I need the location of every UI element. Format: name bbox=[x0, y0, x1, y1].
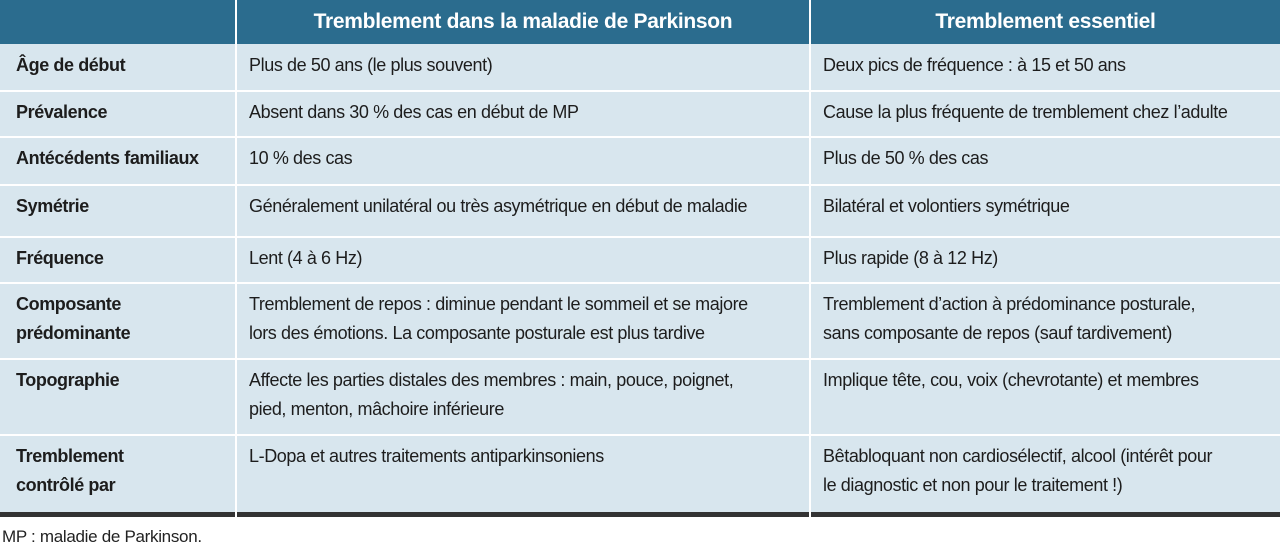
cell-text-essentiel: Implique tête, cou, voix (chevrotante) et membres bbox=[823, 370, 1199, 390]
header-cell-empty bbox=[0, 0, 235, 44]
footnote: MP : maladie de Parkinson. bbox=[2, 527, 202, 546]
cell-text-parkinson: pied, menton, mâchoire inférieure bbox=[249, 399, 504, 419]
row-label: Fréquence bbox=[16, 248, 104, 268]
row-label: Âge de début bbox=[16, 55, 126, 75]
table-bottom-rule bbox=[0, 512, 1280, 517]
cell-text-essentiel: sans composante de repos (sauf tardivement) bbox=[823, 323, 1172, 343]
row-divider bbox=[0, 282, 1280, 284]
cell-text-parkinson: Plus de 50 ans (le plus souvent) bbox=[249, 55, 493, 75]
row-label: contrôlé par bbox=[16, 475, 116, 495]
cell-text-essentiel: Cause la plus fréquente de tremblement chez l’adulte bbox=[823, 102, 1228, 122]
row-label: Composante bbox=[16, 294, 122, 314]
cell-text-parkinson: lors des émotions. La composante posturale est plus tardive bbox=[249, 323, 705, 343]
cell-text-parkinson: Tremblement de repos : diminue pendant le sommeil et se majore bbox=[249, 294, 748, 314]
row-label: Tremblement bbox=[16, 446, 124, 466]
cell-text-parkinson: Généralement unilatéral ou très asymétrique en début de maladie bbox=[249, 196, 748, 216]
cell-text-parkinson: L-Dopa et autres traitements antiparkinsoniens bbox=[249, 446, 604, 466]
cell-text-parkinson: 10 % des cas bbox=[249, 148, 353, 168]
cell-text-parkinson: Affecte les parties distales des membres : main, pouce, poignet, bbox=[249, 370, 734, 390]
row-divider bbox=[0, 358, 1280, 360]
row-divider bbox=[0, 434, 1280, 436]
cell-text-essentiel: Plus rapide (8 à 12 Hz) bbox=[823, 248, 998, 268]
column-divider bbox=[809, 0, 811, 517]
row-divider bbox=[0, 136, 1280, 138]
row-label: prédominante bbox=[16, 323, 131, 343]
column-divider bbox=[235, 0, 237, 517]
cell-text-parkinson: Lent (4 à 6 Hz) bbox=[249, 248, 363, 268]
cell-text-essentiel: Deux pics de fréquence : à 15 et 50 ans bbox=[823, 55, 1126, 75]
cell-text-essentiel: Plus de 50 % des cas bbox=[823, 148, 989, 168]
header-parkinson: Tremblement dans la maladie de Parkinson bbox=[237, 0, 809, 44]
row-label: Symétrie bbox=[16, 196, 89, 216]
row-label: Prévalence bbox=[16, 102, 108, 122]
row-label: Topographie bbox=[16, 370, 120, 390]
row-divider bbox=[0, 236, 1280, 238]
cell-text-essentiel: Bilatéral et volontiers symétrique bbox=[823, 196, 1070, 216]
row-divider bbox=[0, 90, 1280, 92]
cell-text-parkinson: Absent dans 30 % des cas en début de MP bbox=[249, 102, 579, 122]
row-label: Antécédents familiaux bbox=[16, 148, 199, 168]
row-divider bbox=[0, 184, 1280, 186]
cell-text-essentiel: Bêtabloquant non cardiosélectif, alcool (intérêt pour bbox=[823, 446, 1213, 466]
header-essentiel: Tremblement essentiel bbox=[811, 0, 1280, 44]
cell-text-essentiel: le diagnostic et non pour le traitement !) bbox=[823, 475, 1123, 495]
cell-text-essentiel: Tremblement d’action à prédominance posturale, bbox=[823, 294, 1196, 314]
